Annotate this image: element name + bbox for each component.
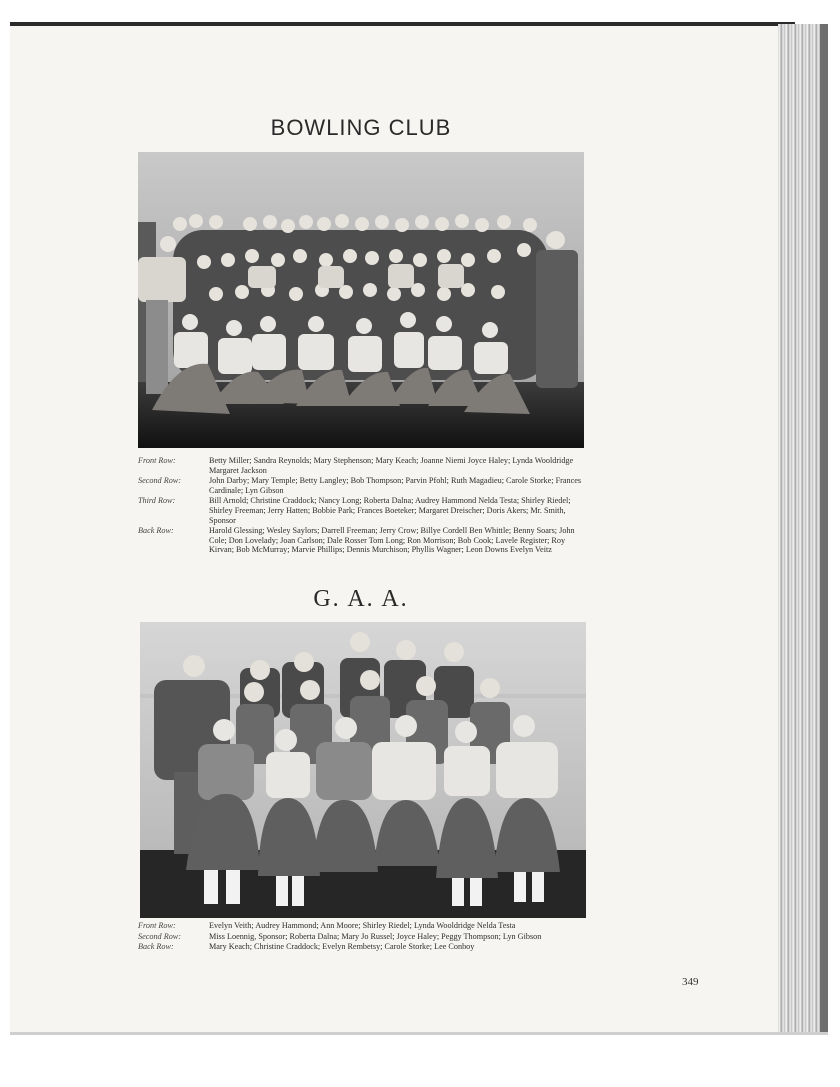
caption-row-names: Miss Loennig, Sponsor; Roberta Dalna; Mary Jo Russel; Joyce Haley; Peggy Thompson; Lyn Gibson [209, 931, 542, 941]
caption-row-second [138, 476, 590, 495]
caption-row-label: Second Row: [138, 931, 181, 941]
page-number: 349 [682, 976, 699, 988]
caption-row-label: Front Row: [138, 456, 176, 465]
gaa-photo-illustration [140, 622, 586, 918]
caption-row-front [138, 921, 590, 931]
caption-row-names: Bill Arnold; Christine Craddock; Nancy Long; Roberta Dalna; Audrey Hammond Nelda Testa; Shirley Riedel; Shirley Freeman; Jerry Hatten; Bobbie Park; Frances Boeteker; Margaret Dreischer; Doris Akers; Mr. Smith, Sponsor [209, 496, 571, 525]
caption-row-back [138, 942, 590, 952]
gaa-caption [138, 921, 590, 953]
caption-row-names: Betty Miller; Sandra Reynolds; Mary Stephenson; Mary Keach; Joanne Niemi Joyce Haley; Lynda Wooldridge Margaret Jackson [209, 456, 574, 475]
caption-row-names: Evelyn Veith; Audrey Hammond; Ann Moore; Shirley Riedel; Lynda Wooldridge Nelda Testa [209, 921, 516, 930]
bowling-club-caption [138, 456, 590, 556]
caption-row-names: Harold Glessing; Wesley Saylors; Darrell Freeman; Jerry Crow; Billye Cordell Ben Whittle; Benny Soars; John Cole; Don Lovelady; Joan Carlson; Dale Rosser Tom Long; Ron Morrison; Bob Cook; Lavele Register; Roy Kirvan; Bob McMurray; Marvie Phillips; Dennis Murchison; Phyllis Wagner; Leon Downs Evelyn Veitz [209, 526, 575, 555]
gaa-title: G. A. A. [313, 586, 409, 612]
caption-row-label: Back Row: [138, 526, 174, 536]
caption-row-label: Front Row: [138, 921, 176, 930]
caption-row-names: Mary Keach; Christine Craddock; Evelyn Rembetsy; Carole Storke; Lee Conboy [209, 942, 475, 952]
caption-row-label: Third Row: [138, 496, 176, 506]
caption-row-label: Second Row: [138, 476, 181, 486]
caption-row-label: Back Row: [138, 942, 174, 952]
caption-row-front [138, 456, 590, 475]
bowling-club-group-photo [138, 152, 584, 448]
bowling-photo-illustration [138, 152, 584, 448]
book-spine-edge [820, 24, 828, 1034]
page-bottom-shadow [10, 1032, 828, 1035]
caption-row-third [138, 496, 590, 525]
caption-row-names: John Darby; Mary Temple; Betty Langley; Bob Thompson; Parvin Pfohl; Ruth Magadieu; Carole Storke; Frances Cardinale; Lyn Gibson [209, 476, 582, 495]
caption-row-second [138, 932, 590, 942]
caption-row-back [138, 526, 590, 555]
gaa-group-photo [140, 622, 586, 918]
bowling-club-title: BOWLING CLUB [270, 115, 452, 140]
